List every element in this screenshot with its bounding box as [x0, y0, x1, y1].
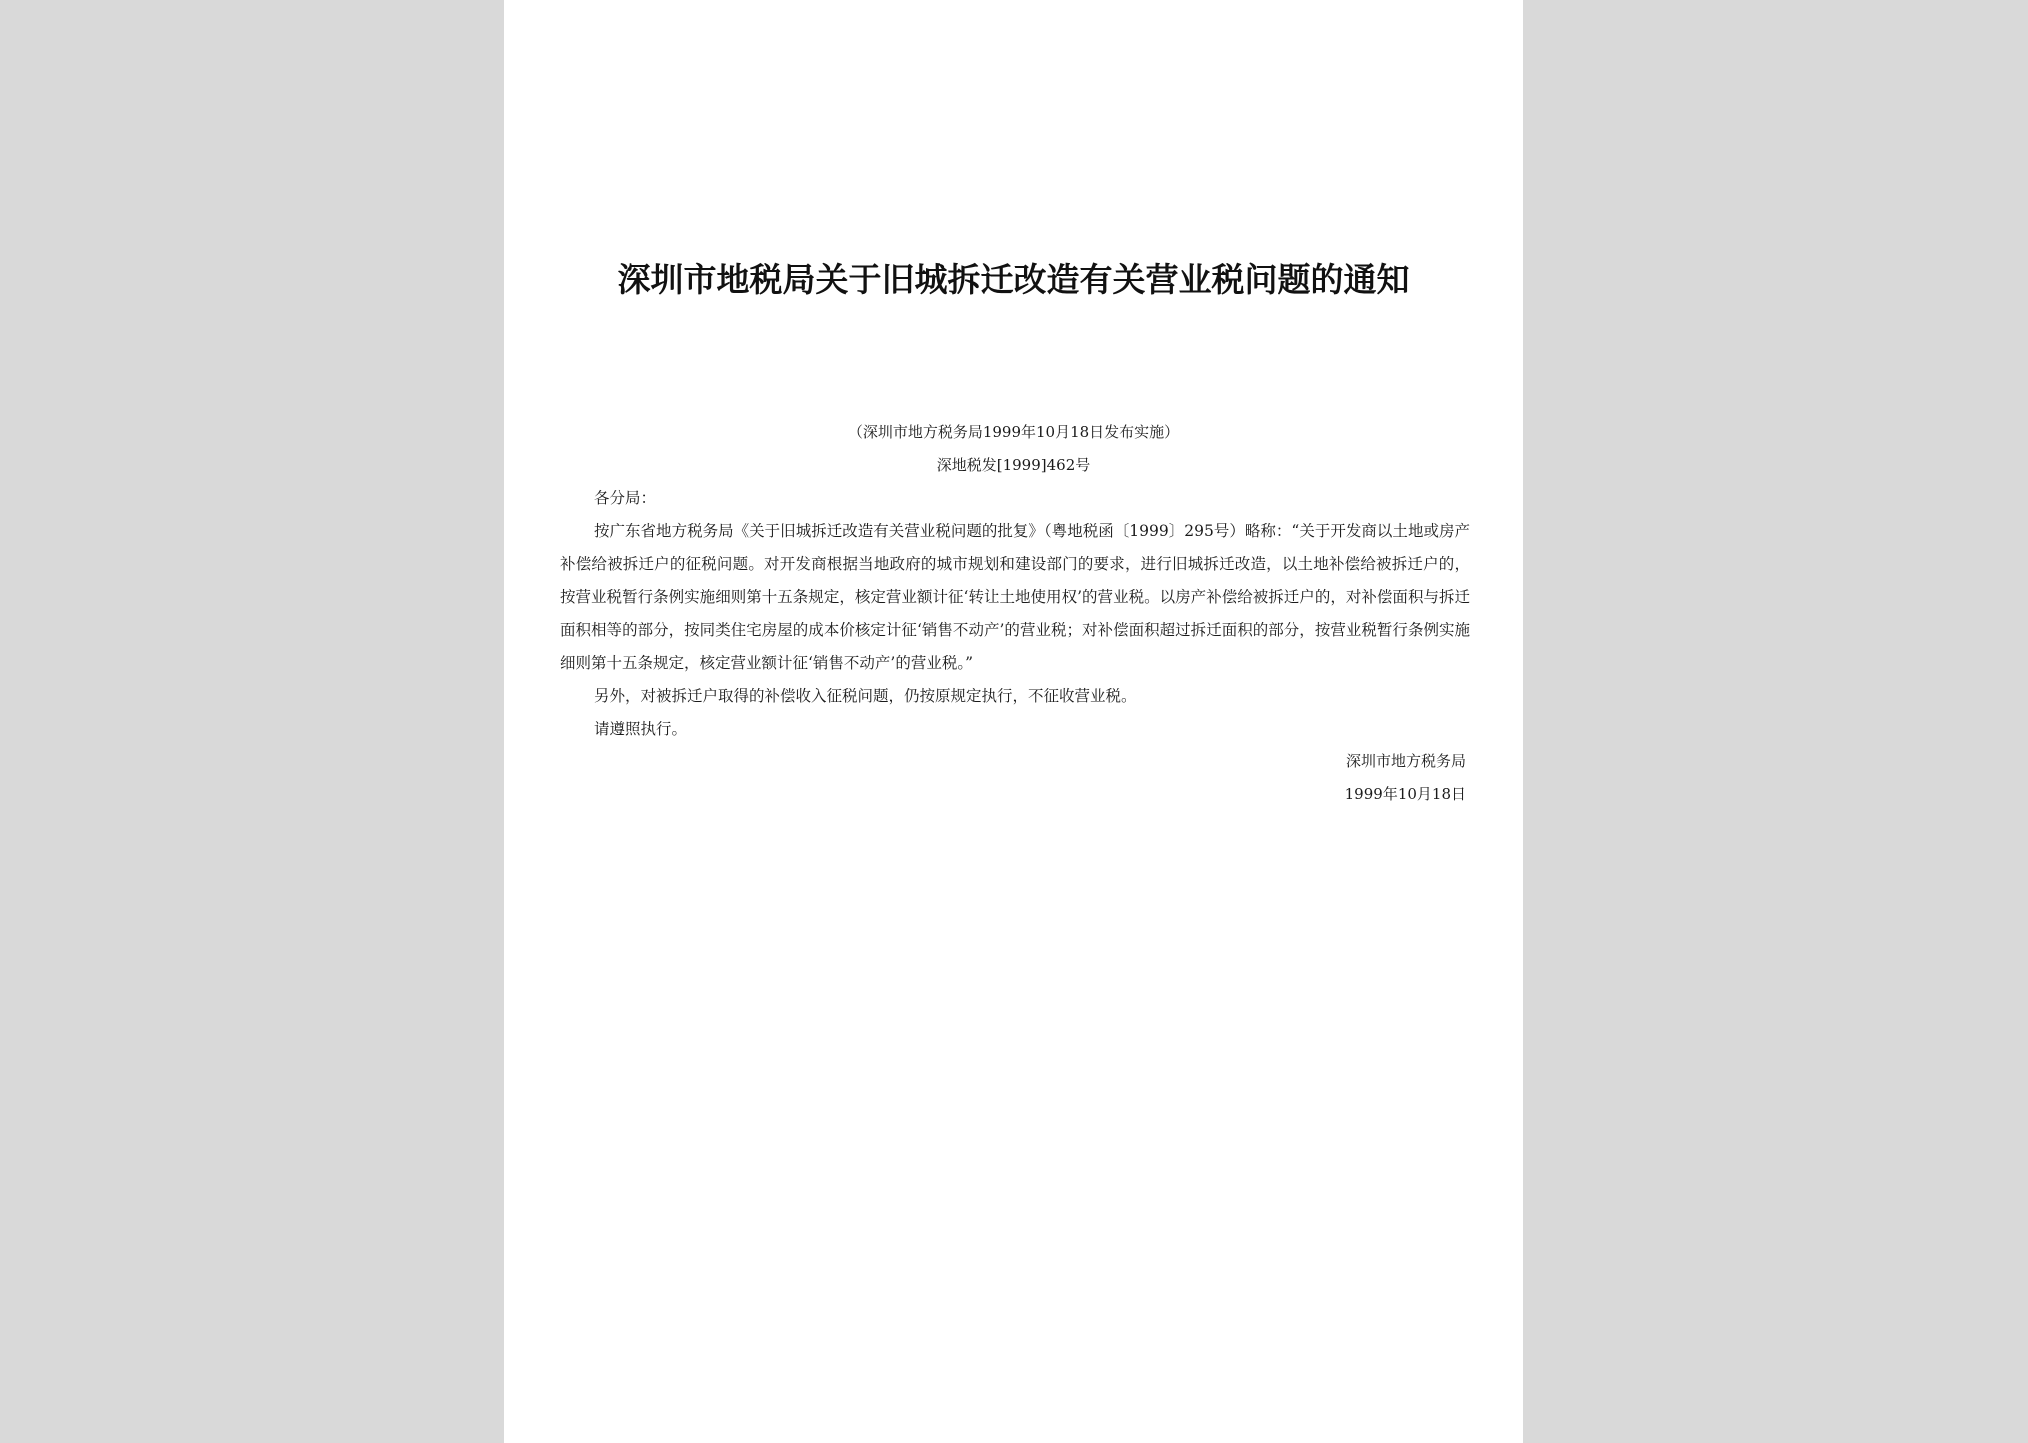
- signature-organization: 深圳市地方税务局: [1345, 752, 1466, 770]
- body-paragraph: 另外，对被拆迁户取得的补偿收入征税问题，仍按原规定执行，不征收营业税。: [594, 687, 1137, 705]
- document-page: [504, 0, 1523, 1443]
- document-number: 深地税发[1999]462号: [936, 456, 1091, 474]
- body-paragraph: 请遵照执行。: [594, 720, 688, 738]
- document-title: 深圳市地税局关于旧城拆迁改造有关营业税问题的通知: [617, 260, 1410, 299]
- salutation: 各分局：: [594, 489, 657, 507]
- body-paragraph: 按广东省地方税务局《关于旧城拆迁改造有关营业税问题的批复》（粤地税函〔1999〕295号）略称：“关于开发商以土地或房产补偿给被拆迁户的征税问题。对开发商根据当地政府的城市规划和建设部门的要求，进行旧城拆迁改造，以土地补偿给被拆迁户的，按营业税暂行条例实施细则第十五条规定，核定营业额计征‘转让土地使用权’的营业税。以房产补偿给被拆迁户的，对补偿面积与拆迁面积相等的部分，按同类住宅房屋的成本价核定计征‘销售不动产’的营业税；对补偿面积超过拆迁面积的部分，按营业税暂行条例实施细则第十五条规定，核定营业额计征‘销售不动产’的营业税。”: [560, 522, 1470, 672]
- issue-note: （深圳市地方税务局1999年10月18日发布实施）: [847, 423, 1180, 441]
- signature-date: 1999年10月18日: [1344, 785, 1466, 803]
